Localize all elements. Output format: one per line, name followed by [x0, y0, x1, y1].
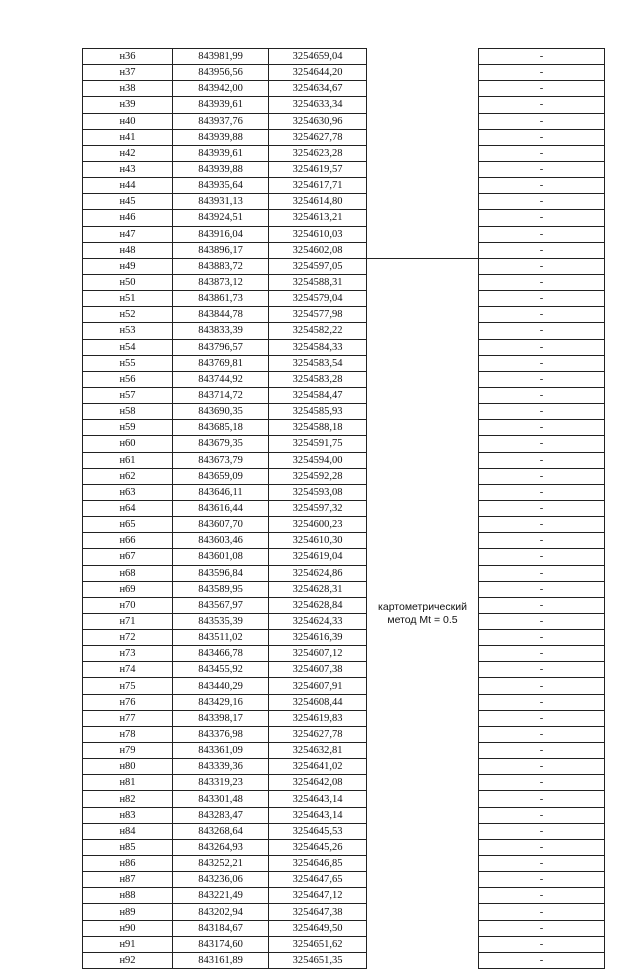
point-id-cell: н56 — [83, 371, 173, 387]
x-coordinate-cell: 843939,88 — [173, 161, 269, 177]
y-coordinate-cell: 3254588,31 — [269, 274, 367, 290]
note-cell: - — [479, 274, 605, 290]
y-coordinate-cell: 3254582,22 — [269, 323, 367, 339]
x-coordinate-cell: 843833,39 — [173, 323, 269, 339]
table-row — [83, 581, 605, 597]
point-id-cell: н37 — [83, 65, 173, 81]
point-id-cell: н48 — [83, 242, 173, 258]
note-cell: - — [479, 452, 605, 468]
point-id-cell: н86 — [83, 856, 173, 872]
table-row — [83, 646, 605, 662]
point-id-cell: н60 — [83, 436, 173, 452]
point-id-cell: н82 — [83, 791, 173, 807]
point-id-cell: н66 — [83, 533, 173, 549]
y-coordinate-cell: 3254600,23 — [269, 517, 367, 533]
y-coordinate-cell: 3254583,54 — [269, 355, 367, 371]
table-row — [83, 904, 605, 920]
y-coordinate-cell: 3254613,21 — [269, 210, 367, 226]
y-coordinate-cell: 3254641,02 — [269, 759, 367, 775]
x-coordinate-cell: 843283,47 — [173, 807, 269, 823]
point-id-cell: н62 — [83, 468, 173, 484]
point-id-cell: н68 — [83, 565, 173, 581]
x-coordinate-cell: 843744,92 — [173, 371, 269, 387]
point-id-cell: н67 — [83, 549, 173, 565]
note-cell: - — [479, 145, 605, 161]
y-coordinate-cell: 3254634,67 — [269, 81, 367, 97]
x-coordinate-cell: 843939,61 — [173, 145, 269, 161]
point-id-cell: н69 — [83, 581, 173, 597]
table-row — [83, 145, 605, 161]
x-coordinate-cell: 843685,18 — [173, 420, 269, 436]
y-coordinate-cell: 3254651,62 — [269, 936, 367, 952]
y-coordinate-cell: 3254588,18 — [269, 420, 367, 436]
y-coordinate-cell: 3254619,04 — [269, 549, 367, 565]
table-row — [83, 81, 605, 97]
note-cell: - — [479, 307, 605, 323]
y-coordinate-cell: 3254597,05 — [269, 258, 367, 274]
y-coordinate-cell: 3254627,78 — [269, 726, 367, 742]
table-row — [83, 936, 605, 952]
x-coordinate-cell: 843268,64 — [173, 823, 269, 839]
note-cell: - — [479, 597, 605, 613]
note-cell: - — [479, 81, 605, 97]
table-row — [83, 856, 605, 872]
y-coordinate-cell: 3254628,31 — [269, 581, 367, 597]
y-coordinate-cell: 3254592,28 — [269, 468, 367, 484]
x-coordinate-cell: 843616,44 — [173, 500, 269, 516]
table-row — [83, 113, 605, 129]
note-cell: - — [479, 839, 605, 855]
note-cell: - — [479, 404, 605, 420]
y-coordinate-cell: 3254579,04 — [269, 291, 367, 307]
table-row — [83, 194, 605, 210]
y-coordinate-cell: 3254607,12 — [269, 646, 367, 662]
table-row — [83, 517, 605, 533]
x-coordinate-cell: 843603,46 — [173, 533, 269, 549]
note-cell: - — [479, 323, 605, 339]
note-cell: - — [479, 178, 605, 194]
y-coordinate-cell: 3254649,50 — [269, 920, 367, 936]
x-coordinate-cell: 843319,23 — [173, 775, 269, 791]
table-row — [83, 872, 605, 888]
y-coordinate-cell: 3254630,96 — [269, 113, 367, 129]
point-id-cell: н81 — [83, 775, 173, 791]
point-id-cell: н76 — [83, 694, 173, 710]
table-row — [83, 952, 605, 968]
x-coordinate-cell: 843646,11 — [173, 484, 269, 500]
y-coordinate-cell: 3254585,93 — [269, 404, 367, 420]
table-row — [83, 129, 605, 145]
y-coordinate-cell: 3254610,03 — [269, 226, 367, 242]
note-cell: - — [479, 678, 605, 694]
table-row — [83, 65, 605, 81]
point-id-cell: н63 — [83, 484, 173, 500]
x-coordinate-cell: 843931,13 — [173, 194, 269, 210]
point-id-cell: н65 — [83, 517, 173, 533]
y-coordinate-cell: 3254623,28 — [269, 145, 367, 161]
note-cell: - — [479, 791, 605, 807]
y-coordinate-cell: 3254607,38 — [269, 662, 367, 678]
table-row — [83, 484, 605, 500]
x-coordinate-cell: 843937,76 — [173, 113, 269, 129]
point-id-cell: н51 — [83, 291, 173, 307]
y-coordinate-cell: 3254645,26 — [269, 839, 367, 855]
point-id-cell: н55 — [83, 355, 173, 371]
table-row — [83, 839, 605, 855]
table-row — [83, 694, 605, 710]
point-id-cell: н88 — [83, 888, 173, 904]
y-coordinate-cell: 3254659,04 — [269, 49, 367, 65]
table-row — [83, 743, 605, 759]
y-coordinate-cell: 3254647,65 — [269, 872, 367, 888]
y-coordinate-cell: 3254643,14 — [269, 791, 367, 807]
point-id-cell: н45 — [83, 194, 173, 210]
x-coordinate-cell: 843981,99 — [173, 49, 269, 65]
note-cell: - — [479, 129, 605, 145]
x-coordinate-cell: 843184,67 — [173, 920, 269, 936]
table-row — [83, 807, 605, 823]
x-coordinate-cell: 843161,89 — [173, 952, 269, 968]
table-row — [83, 291, 605, 307]
x-coordinate-cell: 843221,49 — [173, 888, 269, 904]
table-row — [83, 678, 605, 694]
point-id-cell: н75 — [83, 678, 173, 694]
y-coordinate-cell: 3254594,00 — [269, 452, 367, 468]
y-coordinate-cell: 3254607,91 — [269, 678, 367, 694]
y-coordinate-cell: 3254597,32 — [269, 500, 367, 516]
x-coordinate-cell: 843601,08 — [173, 549, 269, 565]
x-coordinate-cell: 843883,72 — [173, 258, 269, 274]
method-label-line1: картометрический — [378, 600, 467, 613]
x-coordinate-cell: 843796,57 — [173, 339, 269, 355]
point-id-cell: н84 — [83, 823, 173, 839]
point-id-cell: н87 — [83, 872, 173, 888]
table-row — [83, 597, 605, 613]
point-id-cell: н77 — [83, 710, 173, 726]
y-coordinate-cell: 3254646,85 — [269, 856, 367, 872]
x-coordinate-cell: 843714,72 — [173, 387, 269, 403]
x-coordinate-cell: 843202,94 — [173, 904, 269, 920]
table-row — [83, 468, 605, 484]
y-coordinate-cell: 3254584,33 — [269, 339, 367, 355]
x-coordinate-cell: 843659,09 — [173, 468, 269, 484]
note-cell: - — [479, 484, 605, 500]
table-row — [83, 258, 605, 274]
point-id-cell: н46 — [83, 210, 173, 226]
point-id-cell: н74 — [83, 662, 173, 678]
x-coordinate-cell: 843398,17 — [173, 710, 269, 726]
point-id-cell: н83 — [83, 807, 173, 823]
x-coordinate-cell: 843252,21 — [173, 856, 269, 872]
note-cell: - — [479, 226, 605, 242]
y-coordinate-cell: 3254647,12 — [269, 888, 367, 904]
note-cell: - — [479, 904, 605, 920]
point-id-cell: н42 — [83, 145, 173, 161]
point-id-cell: н52 — [83, 307, 173, 323]
x-coordinate-cell: 843339,36 — [173, 759, 269, 775]
point-id-cell: н89 — [83, 904, 173, 920]
x-coordinate-cell: 843301,48 — [173, 791, 269, 807]
y-coordinate-cell: 3254593,08 — [269, 484, 367, 500]
table-row — [83, 662, 605, 678]
y-coordinate-cell: 3254642,08 — [269, 775, 367, 791]
note-cell: - — [479, 436, 605, 452]
y-coordinate-cell: 3254617,71 — [269, 178, 367, 194]
point-id-cell: н49 — [83, 258, 173, 274]
table-row — [83, 339, 605, 355]
point-id-cell: н92 — [83, 952, 173, 968]
note-cell: - — [479, 856, 605, 872]
point-id-cell: н44 — [83, 178, 173, 194]
x-coordinate-cell: 843861,73 — [173, 291, 269, 307]
x-coordinate-cell: 843942,00 — [173, 81, 269, 97]
x-coordinate-cell: 843873,12 — [173, 274, 269, 290]
x-coordinate-cell: 843174,60 — [173, 936, 269, 952]
table-row — [83, 630, 605, 646]
table-row — [83, 920, 605, 936]
coordinates-table — [82, 48, 605, 969]
table-row — [83, 775, 605, 791]
y-coordinate-cell: 3254624,86 — [269, 565, 367, 581]
x-coordinate-cell: 843361,09 — [173, 743, 269, 759]
note-cell: - — [479, 952, 605, 968]
point-id-cell: н47 — [83, 226, 173, 242]
y-coordinate-cell: 3254647,38 — [269, 904, 367, 920]
x-coordinate-cell: 843264,93 — [173, 839, 269, 855]
y-coordinate-cell: 3254610,30 — [269, 533, 367, 549]
note-cell: - — [479, 936, 605, 952]
note-cell: - — [479, 420, 605, 436]
x-coordinate-cell: 843939,88 — [173, 129, 269, 145]
point-id-cell: н59 — [83, 420, 173, 436]
note-cell: - — [479, 743, 605, 759]
table-row — [83, 500, 605, 516]
x-coordinate-cell: 843956,56 — [173, 65, 269, 81]
point-id-cell: н43 — [83, 161, 173, 177]
note-cell: - — [479, 726, 605, 742]
table-row — [83, 726, 605, 742]
y-coordinate-cell: 3254651,35 — [269, 952, 367, 968]
table-row — [83, 710, 605, 726]
point-id-cell: н91 — [83, 936, 173, 952]
point-id-cell: н73 — [83, 646, 173, 662]
x-coordinate-cell: 843607,70 — [173, 517, 269, 533]
x-coordinate-cell: 843596,84 — [173, 565, 269, 581]
table-row — [83, 452, 605, 468]
note-cell: - — [479, 662, 605, 678]
x-coordinate-cell: 843924,51 — [173, 210, 269, 226]
y-coordinate-cell: 3254633,34 — [269, 97, 367, 113]
note-cell: - — [479, 468, 605, 484]
note-cell: - — [479, 113, 605, 129]
point-id-cell: н61 — [83, 452, 173, 468]
note-cell: - — [479, 549, 605, 565]
x-coordinate-cell: 843440,29 — [173, 678, 269, 694]
table-row — [83, 404, 605, 420]
coordinates-table-body — [83, 49, 605, 969]
y-coordinate-cell: 3254584,47 — [269, 387, 367, 403]
note-cell: - — [479, 49, 605, 65]
table-row — [83, 759, 605, 775]
table-row — [83, 210, 605, 226]
note-cell: - — [479, 339, 605, 355]
y-coordinate-cell: 3254591,75 — [269, 436, 367, 452]
x-coordinate-cell: 843567,97 — [173, 597, 269, 613]
note-cell: - — [479, 759, 605, 775]
note-cell: - — [479, 872, 605, 888]
note-cell: - — [479, 500, 605, 516]
note-cell: - — [479, 630, 605, 646]
table-row — [83, 97, 605, 113]
point-id-cell: н57 — [83, 387, 173, 403]
note-cell: - — [479, 807, 605, 823]
table-row — [83, 226, 605, 242]
x-coordinate-cell: 843935,64 — [173, 178, 269, 194]
y-coordinate-cell: 3254627,78 — [269, 129, 367, 145]
x-coordinate-cell: 843939,61 — [173, 97, 269, 113]
y-coordinate-cell: 3254624,33 — [269, 613, 367, 629]
x-coordinate-cell: 843589,95 — [173, 581, 269, 597]
method-cell-upper — [367, 49, 479, 259]
table-row — [83, 49, 605, 65]
table-row — [83, 549, 605, 565]
coordinates-sheet — [82, 48, 604, 969]
table-row — [83, 355, 605, 371]
point-id-cell: н72 — [83, 630, 173, 646]
table-row — [83, 178, 605, 194]
table-row — [83, 791, 605, 807]
note-cell: - — [479, 775, 605, 791]
point-id-cell: н54 — [83, 339, 173, 355]
note-cell: - — [479, 97, 605, 113]
note-cell: - — [479, 517, 605, 533]
note-cell: - — [479, 920, 605, 936]
note-cell: - — [479, 210, 605, 226]
x-coordinate-cell: 843916,04 — [173, 226, 269, 242]
y-coordinate-cell: 3254644,20 — [269, 65, 367, 81]
y-coordinate-cell: 3254583,28 — [269, 371, 367, 387]
point-id-cell: н40 — [83, 113, 173, 129]
point-id-cell: н71 — [83, 613, 173, 629]
table-row — [83, 823, 605, 839]
x-coordinate-cell: 843376,98 — [173, 726, 269, 742]
note-cell: - — [479, 194, 605, 210]
method-label-line2: метод Mt = 0.5 — [387, 613, 458, 626]
x-coordinate-cell: 843535,39 — [173, 613, 269, 629]
y-coordinate-cell: 3254632,81 — [269, 743, 367, 759]
point-id-cell: н64 — [83, 500, 173, 516]
table-row — [83, 436, 605, 452]
point-id-cell: н78 — [83, 726, 173, 742]
point-id-cell: н85 — [83, 839, 173, 855]
y-coordinate-cell: 3254614,80 — [269, 194, 367, 210]
point-id-cell: н79 — [83, 743, 173, 759]
table-row — [83, 565, 605, 581]
note-cell: - — [479, 242, 605, 258]
method-cell — [367, 258, 479, 968]
note-cell: - — [479, 161, 605, 177]
x-coordinate-cell: 843769,81 — [173, 355, 269, 371]
note-cell: - — [479, 291, 605, 307]
point-id-cell: н41 — [83, 129, 173, 145]
x-coordinate-cell: 843896,17 — [173, 242, 269, 258]
table-row — [83, 371, 605, 387]
note-cell: - — [479, 581, 605, 597]
note-cell: - — [479, 533, 605, 549]
point-id-cell: н36 — [83, 49, 173, 65]
note-cell: - — [479, 371, 605, 387]
point-id-cell: н38 — [83, 81, 173, 97]
table-row — [83, 323, 605, 339]
table-row — [83, 387, 605, 403]
y-coordinate-cell: 3254602,08 — [269, 242, 367, 258]
note-cell: - — [479, 258, 605, 274]
y-coordinate-cell: 3254643,14 — [269, 807, 367, 823]
point-id-cell: н58 — [83, 404, 173, 420]
x-coordinate-cell: 843429,16 — [173, 694, 269, 710]
x-coordinate-cell: 843673,79 — [173, 452, 269, 468]
table-row — [83, 888, 605, 904]
point-id-cell: н39 — [83, 97, 173, 113]
x-coordinate-cell: 843844,78 — [173, 307, 269, 323]
x-coordinate-cell: 843466,78 — [173, 646, 269, 662]
note-cell: - — [479, 888, 605, 904]
point-id-cell: н80 — [83, 759, 173, 775]
note-cell: - — [479, 823, 605, 839]
table-row — [83, 533, 605, 549]
x-coordinate-cell: 843679,35 — [173, 436, 269, 452]
x-coordinate-cell: 843236,06 — [173, 872, 269, 888]
point-id-cell: н50 — [83, 274, 173, 290]
table-row — [83, 161, 605, 177]
table-row — [83, 274, 605, 290]
point-id-cell: н53 — [83, 323, 173, 339]
point-id-cell: н90 — [83, 920, 173, 936]
note-cell: - — [479, 694, 605, 710]
x-coordinate-cell: 843690,35 — [173, 404, 269, 420]
note-cell: - — [479, 613, 605, 629]
note-cell: - — [479, 65, 605, 81]
y-coordinate-cell: 3254628,84 — [269, 597, 367, 613]
y-coordinate-cell: 3254619,83 — [269, 710, 367, 726]
x-coordinate-cell: 843511,02 — [173, 630, 269, 646]
note-cell: - — [479, 565, 605, 581]
table-row — [83, 613, 605, 629]
y-coordinate-cell: 3254619,57 — [269, 161, 367, 177]
table-row — [83, 420, 605, 436]
point-id-cell: н70 — [83, 597, 173, 613]
y-coordinate-cell: 3254608,44 — [269, 694, 367, 710]
x-coordinate-cell: 843455,92 — [173, 662, 269, 678]
y-coordinate-cell: 3254616,39 — [269, 630, 367, 646]
note-cell: - — [479, 355, 605, 371]
note-cell: - — [479, 387, 605, 403]
y-coordinate-cell: 3254577,98 — [269, 307, 367, 323]
y-coordinate-cell: 3254645,53 — [269, 823, 367, 839]
note-cell: - — [479, 646, 605, 662]
table-row — [83, 307, 605, 323]
table-row — [83, 242, 605, 258]
note-cell: - — [479, 710, 605, 726]
